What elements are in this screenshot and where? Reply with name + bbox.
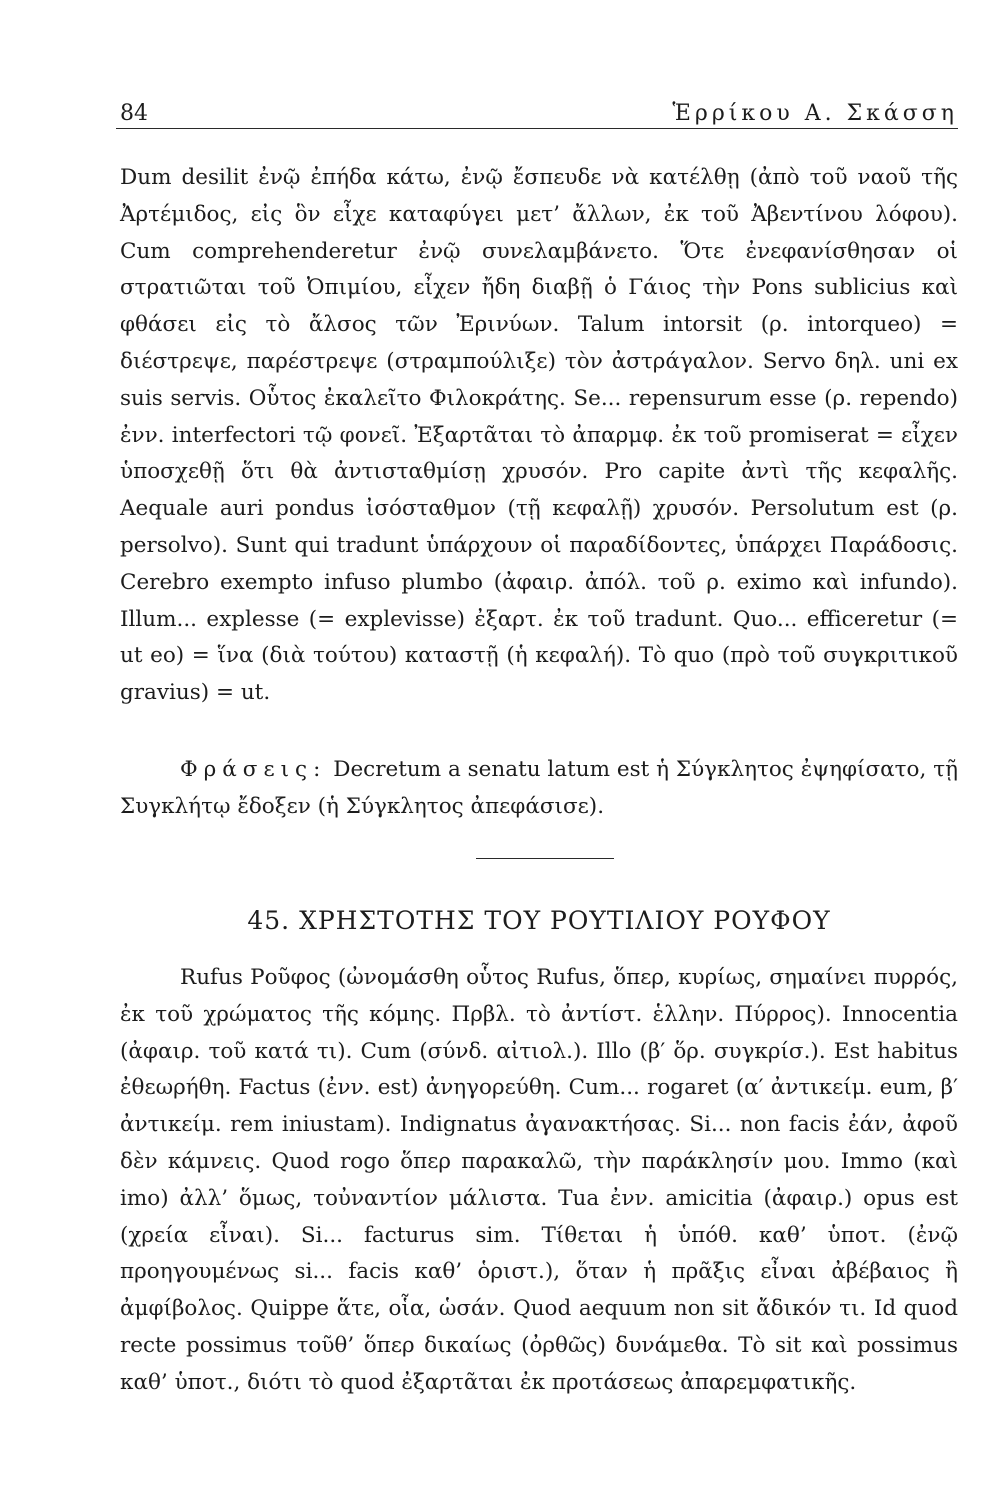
header-rule: [116, 128, 958, 129]
commentary-paragraph: Dum desilit ἐνῷ ἐπήδα κάτω, ἐνῷ ἔσπευδε νὰ κατέλθῃ (ἀπὸ τοῦ ναοῦ τῆς Ἀρτέμιδος, εἰς ὃν εἶχε καταφύγει μετ’ ἄλλων, ἐκ τοῦ Ἀβεντίνου λόφου). Cum comprehenderetur ἐνῷ συνελαμβάνετο. Ὅτε ἐνεφανίσθησαν οἱ στρατιῶται τοῦ Ὀπιμίου, εἶχεν ἤδη διαβῇ ὁ Γάιος τὴν Pons sublicius καὶ φθάσει εἰς τὸ ἄλσος τῶν Ἐρινύων. Talum intorsit (ρ. intorqueo) = διέστρεψε, παρέστρεψε (στραμπούλιξε) τὸν ἀστράγαλον. Servo δηλ. uni ex suis servis. Οὗτος ἐκαλεῖτο Φιλοκράτης. Se... repensurum esse (ρ. rependo) ἐνν. interfectori τῷ φονεῖ. Ἐξαρτᾶται τὸ ἀπαρμφ. ἐκ τοῦ promiserat = εἶχεν ὑποσχεθῇ ὅτι θὰ ἀντισταθμίσῃ χρυσόν. Pro capite ἀντὶ τῆς κεφαλῆς. Aequale auri pondus ἰσόσταθμον (τῇ κεφαλῇ) χρυσόν. Persolutum est (ρ. persolvo). Sunt qui tradunt ὑπάρχουν οἱ παραδίδοντες, ὑπάρχει Παράδοσις. Cerebro exempto infuso plumbo (ἀφαιρ. ἀπόλ. τοῦ ρ. eximo καὶ infundo). Illum... explesse (= explevisse) ἐξαρτ. ἐκ τοῦ tradunt. Quo... efficeretur (= ut eo) = ἵνα (διὰ τούτου) καταστῇ (ἡ κεφαλή). Τὸ quo (πρὸ τοῦ συγκριτικοῦ gravius) = ut.: [120, 165, 958, 706]
phrases-label: Φράσεις:: [180, 757, 327, 782]
section-title: 45. ΧΡΗΣΤΟΤΗΣ ΤΟΥ ΡΟΥΤΙΛΙΟΥ ΡΟΥΦΟΥ: [247, 906, 831, 935]
page-number: 84: [120, 101, 148, 126]
phrases-text: Decretum a senatu latum est ἡ Σύγκλητος ἐψηφίσατο, τῇ Συγκλήτῳ ἔδοξεν (ἡ Σύγκλητος ἀπεφάσισε).: [120, 757, 958, 819]
section-separator: [476, 858, 614, 859]
page-header: [120, 98, 958, 126]
running-head: Ἑρρίκου Α. Σκάσση: [672, 101, 958, 126]
commentary-paragraph-45: Rufus Ροῦφος (ὠνομάσθη οὗτος Rufus, ὅπερ, κυρίως, σημαίνει πυρρός, ἐκ τοῦ χρώματος τῆς κόμης. Πρβλ. τὸ ἀντίστ. ἑλλην. Πύρρος). Innocentia (ἀφαιρ. τοῦ κατά τι). Cum (σύνδ. αἰτιολ.). Illo (β′ ὅρ. συγκρίσ.). Est habitus ἐθεωρήθη. Factus (ἐνν. est) ἀνηγορεύθη. Cum... rogaret (α′ ἀντικείμ. eum, β′ ἀντικείμ. rem iniustam). Indignatus ἀγανακτήσας. Si... non facis ἐάν, ἀφοῦ δὲν κάμνεις. Quod rogo ὅπερ παρακαλῶ, τὴν παράκλησίν μου. Immo (καὶ imo) ἀλλ’ ὅμως, τοὐναντίον μάλιστα. Tua ἐνν. amicitia (ἀφαιρ.) opus est (χρεία εἶναι). Si... facturus sim. Τίθεται ἡ ὑπόθ. καθ’ ὑποτ. (ἐνῷ προηγουμένως si... facis καθ’ ὁριστ.), ὅταν ἡ πρᾶξις εἶναι ἀβέβαιος ἢ ἀμφίβολος. Quippe ἅτε, οἷα, ὡσάν. Quod aequum non sit ἄδικόν τι. Id quod recte possimus τοῦθ’ ὅπερ δικαίως (ὀρθῶς) δυνάμεθα. Τὸ sit καὶ possimus καθ’ ὑποτ., διότι τὸ quod ἐξαρτᾶται ἐκ προτάσεως ἀπαρεμφατικῆς.: [120, 965, 958, 1395]
phrases-block: [120, 752, 958, 826]
phrases-paragraph: [120, 752, 958, 826]
commentary-block-45: [120, 960, 958, 1402]
commentary-block-44: [120, 160, 958, 712]
